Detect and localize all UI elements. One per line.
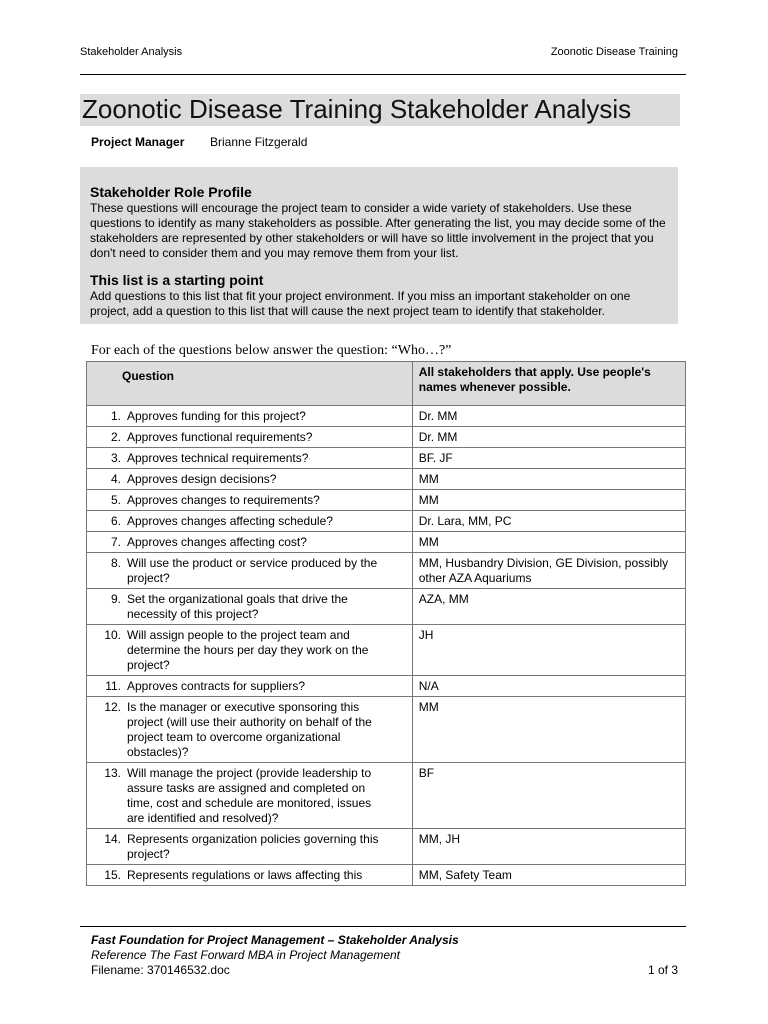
project-manager-label: Project Manager — [91, 135, 185, 149]
question-cell — [87, 865, 413, 886]
table-row — [87, 697, 686, 763]
question-text: Represents organization policies governing this project? — [127, 832, 379, 861]
question-number: 3. — [110, 451, 121, 465]
question-cell — [87, 511, 413, 532]
header-left: Stakeholder Analysis — [80, 46, 183, 58]
question-number: 13. — [104, 766, 121, 780]
stakeholder-answer: MM — [412, 469, 685, 490]
question-text: Set the organizational goals that drive the necessity of this project? — [127, 592, 348, 621]
table-row — [87, 553, 686, 589]
starting-point-heading: This list is a starting point — [90, 272, 264, 288]
table-row — [87, 763, 686, 829]
page-title: Zoonotic Disease Training Stakeholder Analysis — [82, 94, 632, 124]
table-intro: For each of the questions below answer the question: “Who…?” — [91, 343, 452, 358]
question-cell — [87, 625, 413, 676]
table-row — [87, 469, 686, 490]
question-text: Approves changes to requirements? — [127, 493, 320, 507]
table-row — [87, 406, 686, 427]
footer-reference: Reference The Fast Forward MBA in Project Management — [91, 948, 401, 962]
footer-filename: Filename: 370146532.doc — [91, 963, 230, 977]
question-text: Will assign people to the project team and determine the hours per day they work on the project? — [127, 628, 369, 672]
stakeholder-role-profile-box — [80, 167, 678, 324]
stakeholder-questions-table — [86, 361, 686, 886]
table-header-row — [87, 362, 686, 406]
question-number: 5. — [110, 493, 121, 507]
question-number: 6. — [110, 514, 121, 528]
question-text: Approves technical requirements? — [127, 451, 309, 465]
question-cell — [87, 763, 413, 829]
question-cell — [87, 553, 413, 589]
question-text: Will manage the project (provide leadership to assure tasks are assigned and completed on time, cost and schedule are monitored, issues are identified and resolved)? — [127, 766, 372, 825]
footer-rule — [80, 926, 686, 927]
stakeholder-answer: Dr. MM — [412, 427, 685, 448]
stakeholder-answer: AZA, MM — [412, 589, 685, 625]
stakeholder-answer: MM, Husbandry Division, GE Division, possibly other AZA Aquariums — [412, 553, 685, 589]
question-text: Represents regulations or laws affecting this — [127, 868, 363, 882]
question-cell — [87, 490, 413, 511]
stakeholder-answer: BF — [412, 763, 685, 829]
starting-point-text: Add questions to this list that fit your project environment. If you miss an important stakeholder on one project, add a question to this list that will cause the next project team to identify that stakeholder. — [90, 289, 631, 318]
question-number: 7. — [110, 535, 121, 549]
stakeholder-answer: N/A — [412, 676, 685, 697]
header-rule — [80, 74, 686, 75]
question-text: Approves changes affecting cost? — [127, 535, 307, 549]
question-cell — [87, 676, 413, 697]
question-text: Approves funding for this project? — [127, 409, 306, 423]
stakeholder-answer: MM — [412, 490, 685, 511]
question-number: 1. — [110, 409, 121, 423]
stakeholders-column-header: All stakeholders that apply. Use people's names whenever possible. — [412, 362, 685, 406]
project-manager-value: Brianne Fitzgerald — [210, 135, 308, 149]
stakeholder-answer: JH — [412, 625, 685, 676]
profile-heading: Stakeholder Role Profile — [90, 184, 252, 200]
question-cell — [87, 469, 413, 490]
table-row — [87, 532, 686, 553]
question-cell — [87, 829, 413, 865]
question-text: Will use the product or service produced by the project? — [127, 556, 378, 585]
stakeholder-answer: MM — [412, 697, 685, 763]
question-text: Approves changes affecting schedule? — [127, 514, 333, 528]
stakeholder-answer: MM — [412, 532, 685, 553]
stakeholder-answer: Dr. MM — [412, 406, 685, 427]
question-text: Approves contracts for suppliers? — [127, 679, 306, 693]
question-cell — [87, 427, 413, 448]
stakeholder-answer: BF. JF — [412, 448, 685, 469]
question-cell — [87, 697, 413, 763]
question-number: 11. — [105, 679, 121, 693]
table-row — [87, 625, 686, 676]
footer-title: Fast Foundation for Project Management – Stakeholder Analysis — [91, 933, 459, 947]
question-number: 14. — [104, 832, 121, 846]
stakeholder-answer: Dr. Lara, MM, PC — [412, 511, 685, 532]
question-text: Approves functional requirements? — [127, 430, 313, 444]
question-number: 10. — [104, 628, 121, 642]
table-row — [87, 490, 686, 511]
stakeholder-answer: MM, JH — [412, 829, 685, 865]
question-number: 15. — [104, 868, 121, 882]
table-row — [87, 448, 686, 469]
question-cell — [87, 448, 413, 469]
table-row — [87, 589, 686, 625]
title-band — [80, 94, 680, 126]
question-text: Is the manager or executive sponsoring this project (will use their authority on behalf of the project team to overcome organizational obstacles)? — [127, 700, 372, 759]
question-number: 12. — [104, 700, 121, 714]
question-number: 4. — [110, 472, 121, 486]
footer-page-number: 1 of 3 — [647, 963, 678, 977]
question-column-header: Question — [87, 362, 413, 406]
table-row — [87, 511, 686, 532]
table-row — [87, 865, 686, 886]
profile-text: These questions will encourage the project team to consider a wide variety of stakeholders. Use these questions to identify as many stakeholders as possible. After generating the list, you may decide some of the stakeholders are represented by other stakeholders or will have so little involvement in the project that you don't need to consider them and you may remove them from your list. — [90, 201, 666, 260]
table-row — [87, 427, 686, 448]
question-text: Approves design decisions? — [127, 472, 277, 486]
header-right: Zoonotic Disease Training — [550, 46, 678, 58]
question-number: 2. — [110, 430, 121, 444]
table-row — [87, 829, 686, 865]
question-number: 8. — [110, 556, 121, 570]
stakeholder-answer: MM, Safety Team — [412, 865, 685, 886]
question-cell — [87, 406, 413, 427]
question-cell — [87, 589, 413, 625]
table-row — [87, 676, 686, 697]
question-number: 9. — [110, 592, 121, 606]
question-cell — [87, 532, 413, 553]
